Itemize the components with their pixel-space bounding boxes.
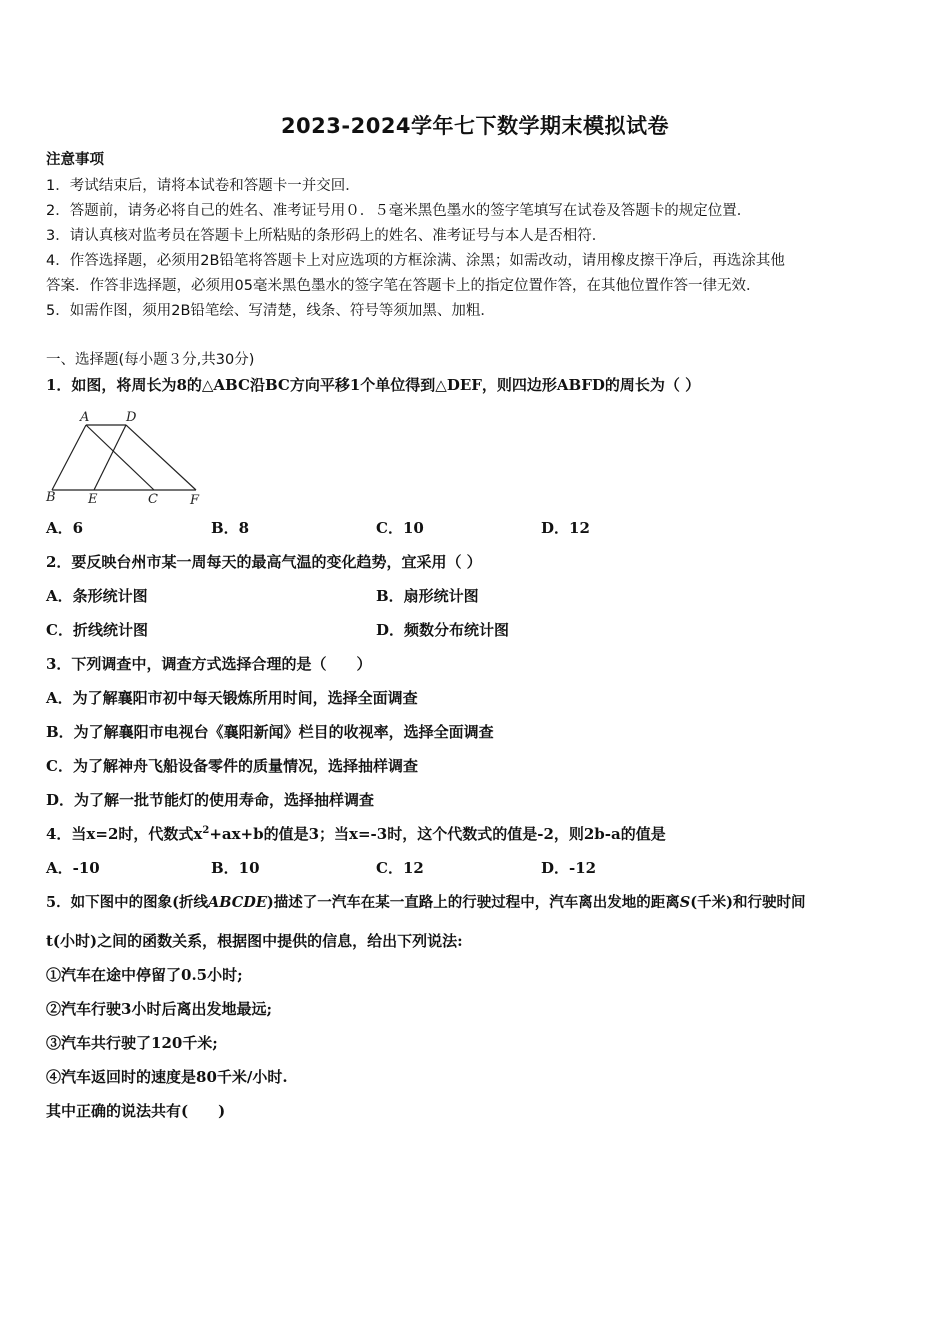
q5-text-a: 5．如下图中的图象(折线 [46,894,208,911]
label-A: A [80,410,90,425]
q2-option-d[interactable]: D．频数分布统计图 [376,621,510,639]
q4-superscript: 2 [202,825,210,836]
label-F: F [190,493,200,505]
notice-heading: 注意事项 [46,152,104,168]
question-4 [46,824,666,844]
section-heading: 一、选择题(每小题３分,共30分) [46,352,255,368]
segment-DE [94,425,126,490]
label-E: E [88,492,98,505]
q2-option-c[interactable]: C．折线统计图 [46,621,148,639]
question-2: 2．要反映台州市某一周每天的最高气温的变化趋势，宜采用（ ） [46,553,482,571]
q2-option-a[interactable]: A．条形统计图 [46,587,148,605]
segment-AC [86,425,154,490]
q5-question: 其中正确的说法共有( ) [46,1102,226,1120]
q5-statement-4: ④汽车返回时的速度是80千米/小时. [46,1068,288,1086]
question-1: 1．如图，将周长为8的△ABC沿BC方向平移1个单位得到△DEF，则四边形ABFD的周长为（ ） [46,376,701,394]
triangle-translation-figure [44,405,214,505]
q3-option-b[interactable]: B．为了解襄阳市电视台《襄阳新闻》栏目的收视率，选择全面调查 [46,723,494,741]
page-title: 2023-2024学年七下数学期末模拟试卷 [280,114,670,138]
q1-option-d[interactable]: D．12 [541,519,590,537]
q3-option-d[interactable]: D．为了解一批节能灯的使用寿命，选择抽样调查 [46,791,375,809]
notice-item: 4．作答选择题，必须用2B铅笔将答题卡上对应选项的方框涂满、涂黑；如需改动，请用橡皮擦干净后，再选涂其他 [46,253,785,269]
q4-text-b: +ax+b的值是3；当x=-3时，这个代数式的值是-2，则2b-a的值是 [209,825,666,843]
label-D: D [126,410,137,425]
q1-option-c[interactable]: C．10 [376,519,424,537]
q5-text-b: )描述了一汽车在某一直路上的行驶过程中，汽车离出发地的距离 [266,894,680,911]
segment-DF [126,425,196,490]
q4-option-b[interactable]: B．10 [211,859,260,877]
question-5-line-2: t(小时)之间的函数关系，根据图中提供的信息，给出下列说法: [46,932,463,950]
notice-item: 答案．作答非选择题，必须用05毫米黑色墨水的签字笔在答题卡上的指定位置作答，在其他位置作答一律无效． [46,278,761,294]
segment-AB [52,425,86,490]
q5-polyline-label: ABCDE [207,894,267,911]
q5-statement-3: ③汽车共行驶了120千米; [46,1034,218,1052]
label-B: B [46,490,56,505]
q5-statement-2: ②汽车行驶3小时后离出发地最远; [46,1000,272,1018]
notice-item: 5．如需作图，须用2B铅笔绘、写清楚，线条、符号等须加黑、加粗． [46,303,495,319]
notice-item: 1．考试结束后，请将本试卷和答题卡一并交回． [46,178,360,194]
q5-text-c: (千米)和行驶时间 [690,894,806,911]
q1-option-b[interactable]: B．8 [211,519,250,537]
question-5-line-1 [46,893,805,913]
notice-item: 3．请认真核对监考员在答题卡上所粘贴的条形码上的姓名、准考证号与本人是否相符． [46,228,607,244]
notice-item: 2．答题前，请务必将自己的姓名、准考证号用０．５毫米黑色墨水的签字笔填写在试卷及答题卡的规定位置． [46,203,752,219]
q3-option-c[interactable]: C．为了解神舟飞船设备零件的质量情况，选择抽样调查 [46,757,418,775]
q4-option-d[interactable]: D．-12 [541,859,597,877]
q5-statement-1: ①汽车在途中停留了0.5小时; [46,966,243,984]
q4-text-a: 4．当x=2时，代数式x [46,825,203,843]
q2-option-b[interactable]: B．扇形统计图 [376,587,479,605]
q5-variable-s: S [679,894,691,911]
label-C: C [148,492,158,505]
q3-option-a[interactable]: A．为了解襄阳市初中每天锻炼所用时间，选择全面调查 [46,689,418,707]
question-3: 3．下列调查中，调查方式选择合理的是（ ） [46,655,372,673]
q4-option-a[interactable]: A．-10 [46,859,100,877]
q1-option-a[interactable]: A．6 [46,519,84,537]
q4-option-c[interactable]: C．12 [376,859,424,877]
